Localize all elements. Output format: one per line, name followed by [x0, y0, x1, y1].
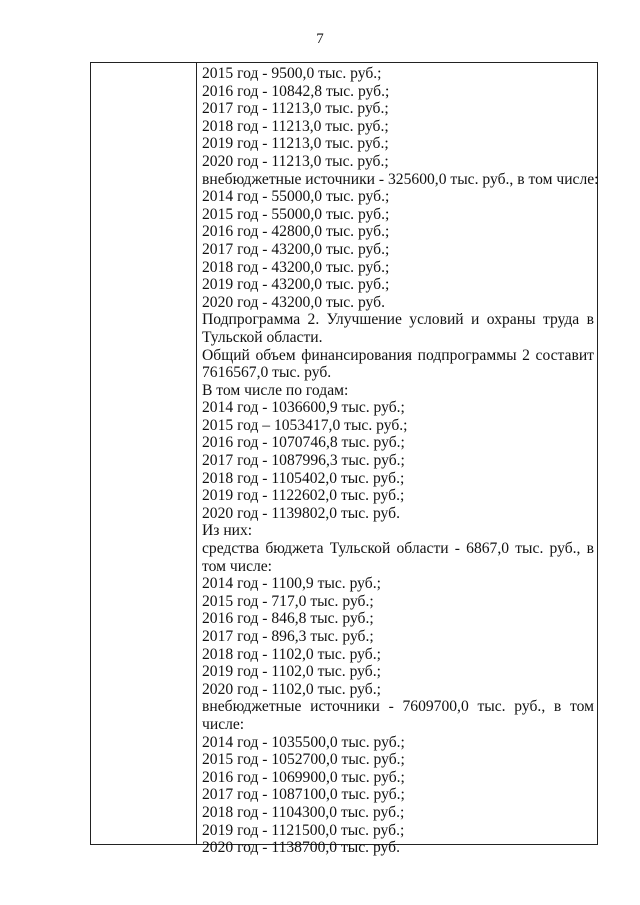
regional-budget: средства бюджета Тульской области - 6867,0 тыс. руб., в том числе:	[202, 540, 594, 575]
financing-line: 2014 год - 1036600,9 тыс. руб.;	[202, 399, 405, 417]
financing-line: 2016 год - 1069900,0 тыс. руб.;	[202, 768, 405, 786]
subprogram-title: Подпрограмма 2. Улучшение условий и охраны труда в Тульской области.	[202, 311, 594, 346]
financing-line: 2014 год - 55000,0 тыс. руб.;	[202, 188, 390, 206]
financing-line: 2018 год - 11213,0 тыс. руб.;	[202, 117, 389, 135]
financing-line: 2015 год - 55000,0 тыс. руб.;	[202, 205, 390, 223]
financing-line: 2015 год - 717,0 тыс. руб.;	[202, 592, 374, 610]
financing-line: внебюджетные источники - 325600,0 тыс. руб., в том числе:	[202, 170, 599, 188]
total-financing: Общий объем финансирования подпрограммы 2 составит 7616567,0 тыс. руб.	[202, 346, 594, 382]
financing-line: 2018 год - 1105402,0 тыс. руб.;	[202, 469, 405, 487]
financing-line: 2020 год - 11213,0 тыс. руб.;	[202, 152, 389, 170]
financing-line: 2020 год - 1139802,0 тыс. руб.	[202, 504, 400, 522]
column-divider	[196, 63, 197, 844]
financing-line: 2016 год - 846,8 тыс. руб.;	[202, 610, 374, 628]
financing-line: 2017 год - 11213,0 тыс. руб.;	[202, 100, 389, 118]
financing-line: В том числе по годам:	[202, 381, 349, 399]
financing-line: 2014 год - 1035500,0 тыс. руб.;	[202, 733, 405, 751]
financing-line: 2019 год - 11213,0 тыс. руб.;	[202, 135, 389, 153]
financing-cell	[202, 65, 599, 857]
financing-line: 2015 год - 9500,0 тыс. руб.;	[202, 65, 382, 82]
financing-line: 2015 год - 1052700,0 тыс. руб.;	[202, 751, 405, 769]
financing-line: 2019 год - 1122602,0 тыс. руб.;	[202, 487, 405, 505]
financing-line: 2018 год - 43200,0 тыс. руб.;	[202, 258, 390, 276]
page-number: 7	[316, 31, 324, 47]
financing-line: 2017 год - 43200,0 тыс. руб.;	[202, 240, 390, 258]
financing-line: 2020 год - 43200,0 тыс. руб.	[202, 293, 385, 311]
financing-line: 2019 год - 43200,0 тыс. руб.;	[202, 276, 390, 294]
extrabudgetary-sources: внебюджетные источники - 7609700,0 тыс. руб., в том числе:	[202, 698, 594, 733]
financing-line: 2018 год - 1104300,0 тыс. руб.;	[202, 803, 405, 821]
financing-line: 2017 год - 896,3 тыс. руб.;	[202, 628, 374, 645]
financing-table	[90, 62, 599, 857]
financing-line: 2016 год - 1070746,8 тыс. руб.;	[202, 434, 405, 452]
financing-line: 2017 год - 1087100,0 тыс. руб.;	[202, 786, 405, 804]
financing-line: 2015 год – 1053417,0 тыс. руб.;	[202, 416, 408, 434]
financing-line: 2016 год - 10842,8 тыс. руб.;	[202, 82, 390, 100]
financing-line: 2019 год - 1102,0 тыс. руб.;	[202, 663, 381, 681]
financing-line: 2020 год - 1102,0 тыс. руб.;	[202, 680, 381, 698]
financing-line: 2014 год - 1100,9 тыс. руб.;	[202, 575, 381, 593]
financing-line: 2018 год - 1102,0 тыс. руб.;	[202, 645, 381, 663]
financing-line: 2019 год - 1121500,0 тыс. руб.;	[202, 821, 405, 839]
financing-line: Из них:	[202, 522, 253, 540]
financing-line: 2016 год - 42800,0 тыс. руб.;	[202, 223, 390, 241]
financing-line: 2020 год - 1138700,0 тыс. руб.	[202, 839, 400, 857]
financing-line: 2017 год - 1087996,3 тыс. руб.;	[202, 452, 405, 470]
